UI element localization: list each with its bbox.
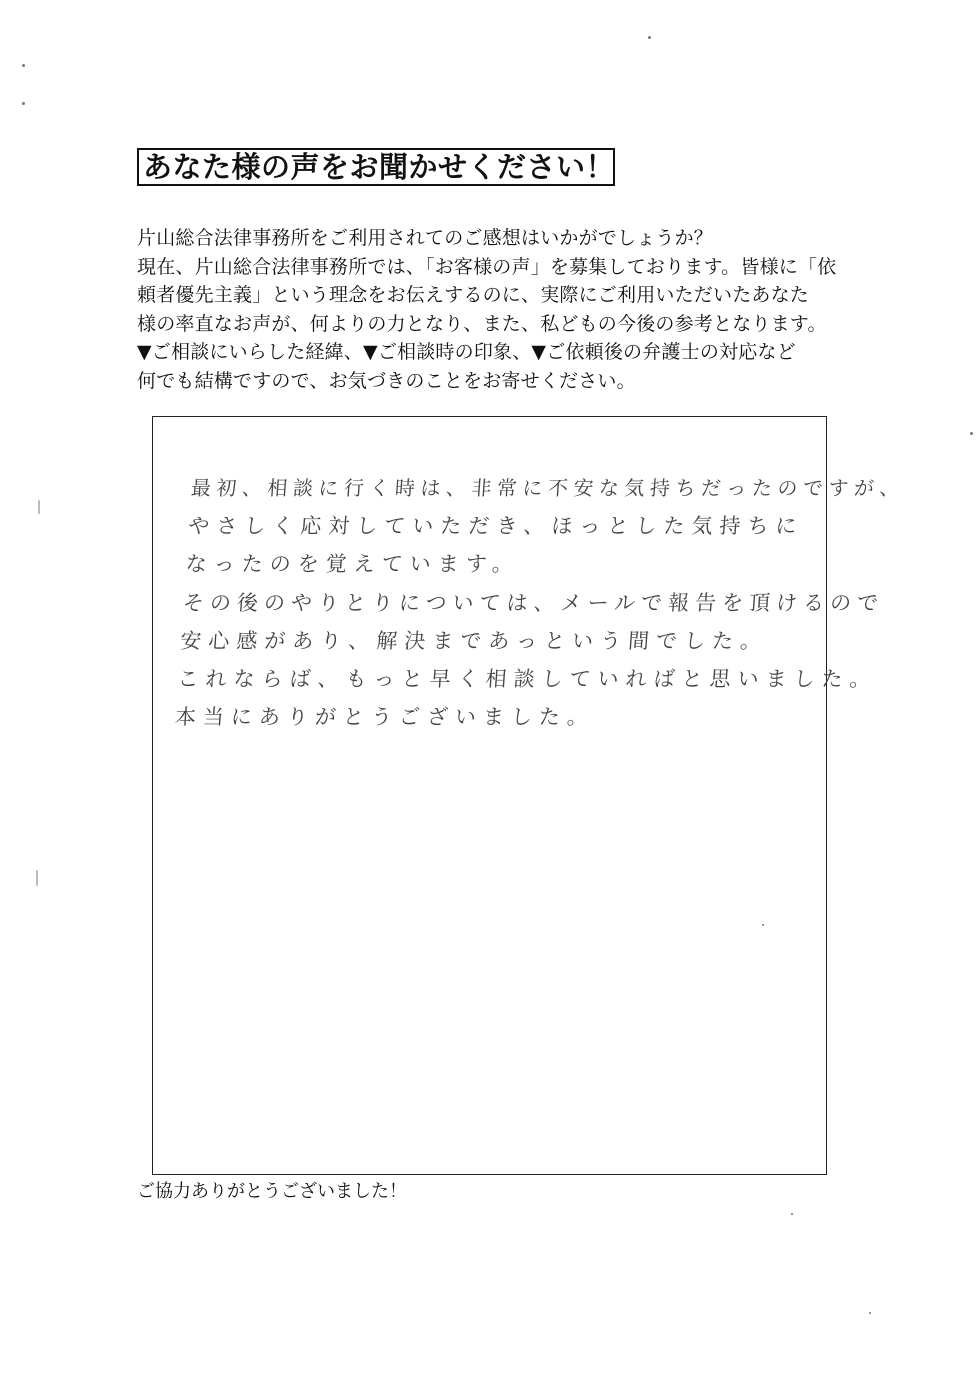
scan-speck (648, 36, 651, 39)
comment-line: 安心感があり、解決まであっという間でした。 (179, 628, 769, 653)
scan-speck (791, 1213, 793, 1215)
scan-speck (22, 64, 25, 67)
intro-line: 現在、片山総合法律事務所では、「お客様の声」を募集しております。皆様に「依 (137, 255, 837, 278)
intro-line: 何でも結構ですので、お気づきのことをお寄せください。 (137, 369, 636, 392)
scan-speck (22, 102, 25, 105)
intro-text (137, 224, 849, 396)
page-title: あなた様の声をお聞かせください！ (143, 150, 616, 184)
intro-line: ▼ご相談にいらした経緯、▼ご相談時の印象、▼ご依頼後の弁護士の対応など (137, 341, 796, 364)
intro-line: 様の率直なお声が、何よりの力となり、また、私どもの今後の参考となります。 (137, 312, 827, 335)
comment-line: やさしく応対していただき、ほっとした気持ちに (187, 514, 805, 539)
comment-line: これならば、もっと早く相談していればと思いました。 (176, 667, 879, 692)
comment-box (152, 416, 906, 1175)
thanks-message: ご協力ありがとうございました！ (137, 1181, 407, 1202)
scan-speck (970, 432, 973, 435)
title-box (137, 148, 615, 186)
comment-line: その後のやりとりについては、メールで報告を頂けるので (182, 590, 886, 615)
scan-speck (38, 500, 40, 514)
scan-speck (869, 1312, 871, 1314)
scan-speck (36, 870, 38, 886)
comment-line: 最初、相談に行く時は、非常に不安な気持ちだったのですが、 (190, 476, 906, 500)
comment-line: 本当にありがとうございました。 (174, 705, 596, 730)
handwritten-comment (174, 469, 906, 736)
comment-line: なったのを覚えています。 (184, 552, 521, 577)
intro-line: 頼者優先主義」という理念をお伝えするのに、実際にご利用いただいたあなた (137, 284, 810, 307)
intro-line: 片山総合法律事務所をご利用されてのご感想はいかがでしょうか？ (137, 227, 714, 249)
